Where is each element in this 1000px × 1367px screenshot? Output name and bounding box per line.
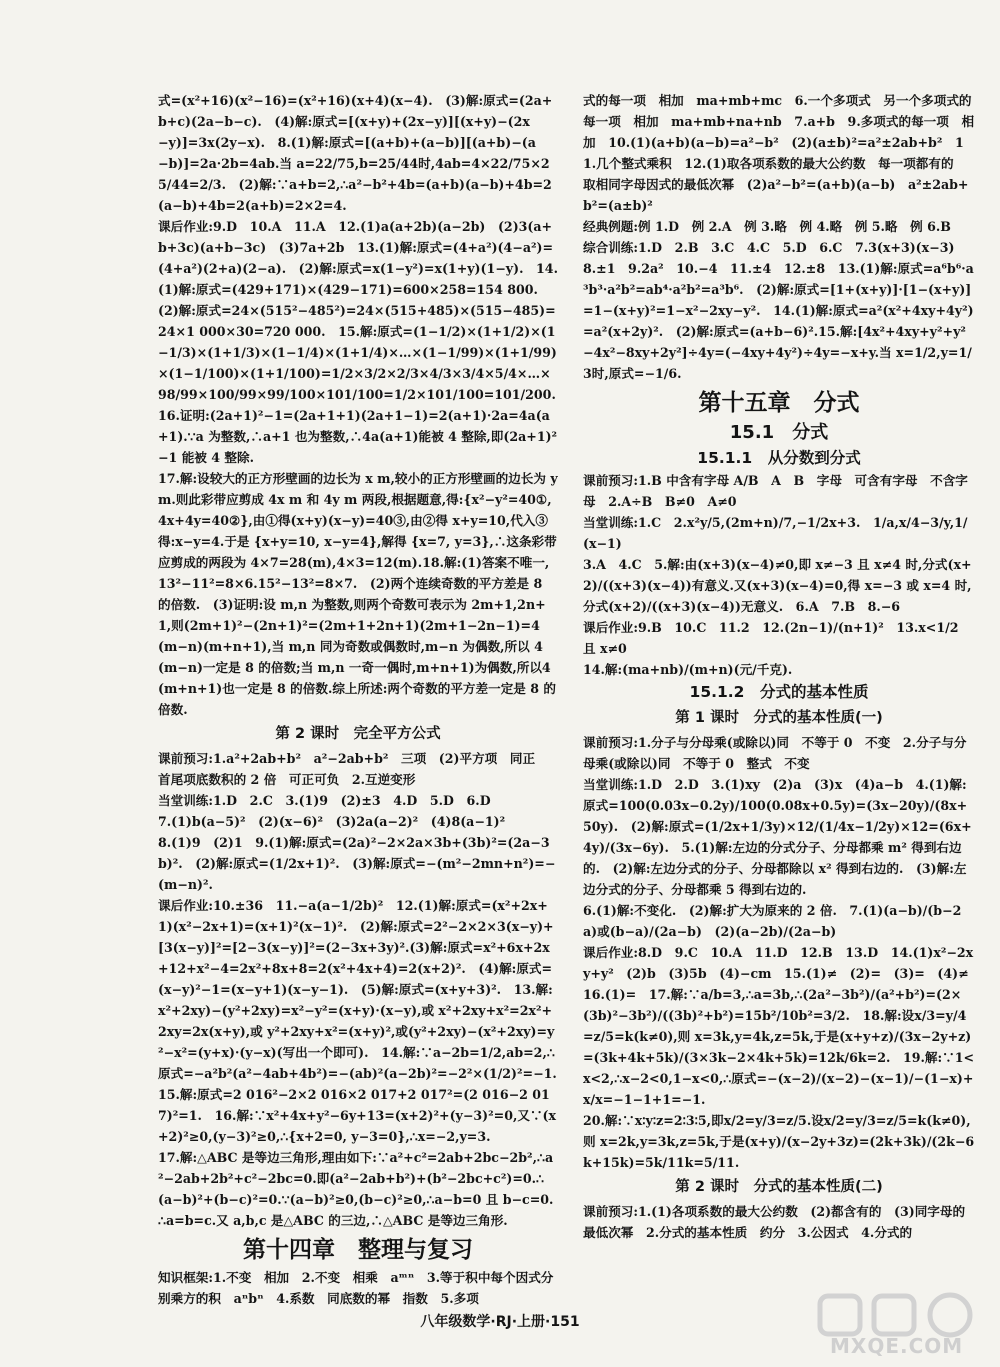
left-column	[158, 90, 570, 1309]
subsection-heading: 15.1.1 从分数到分式	[697, 449, 861, 467]
answer-paragraph: 综合训练:1.D 2.B 3.C 4.C 5.D 6.C 7.3(x+3)(x−3) 8.±1 9.2a² 10.−4 11.±4 12.±8 13.(1)解:原式=a⁶b⁶·a³b³·a²b²=ab⁴·a²b²=a³b⁶. (2)解:原式=[1+(x+y)]·[1−(x+y)]=1−(x+y)²=1−x²−2xy−y². 14.(1)解:原式=a²(x²+4xy+4y²)=a²(x+2y)². (2)解:原式=(a+b−6)².15.解:[4x²+4xy+y²+y²−4x²−8xy+2y²]÷4y=(−4xy+4y²)÷4y=−x+y.当 x=1/2,y=1/3时,原式=−1/6.	[583, 240, 974, 381]
answer-paragraph: 课前预习:1.B 中含有字母 A/B A B 字母 可含有字母 不含字母 2.A÷B B≠0 A≠0	[583, 473, 968, 509]
answer-paragraph: 课后作业:8.D 9.C 10.A 11.D 12.B 13.D 14.(1)x²−2xy+y² (2)b (3)5b (4)−cm 15.(1)≠ (2)= (3)= (4)≠ 16.(1)= 17.解:∵a/b=3,∴a=3b,∴(2a²−3b²)/(a²+b²)=(2×(3b)²−3b²)/((3b)²+b²)=15b²/10b²=3/2. 18.解:设x/3=y/4=z/5=k(k≠0),则 x=3k,y=4k,z=5k,于是(x+y+z)/(3x−2y+z)=(3k+4k+5k)/(3×3k−2×4k+5k)=12k/6k=2. 19.解:∵1<x<2,∴x−2<0,1−x<0,∴原式=−(x−2)/(x−2)−(x−1)/−(1−x)+x/x=−1−1+1=−1.	[583, 945, 982, 1107]
answer-paragraph: 课后作业:9.D 10.A 11.A 12.(1)a(a+2b)(a−2b) (2)3(a+b+3c)(a+b−3c) (3)7a+2b 13.(1)解:原式=(4+a²)(4−a²)=(4+a²)(2+a)(2−a). (2)解:原式=x(1−y²)=x(1+y)(1−y). 14.(1)解:原式=(429+171)×(429−171)=600×258=154 800. (2)解:原式=24×(515²−485²)=24×(515+485)×(515−485)=24×1 000×30=720 000. 15.解:原式=(1−1/2)×(1+1/2)×(1−1/3)×(1+1/3)×(1−1/4)×(1+1/4)×…×(1−1/99)×(1+1/99)×(1−1/100)×(1+1/100)=1/2×3/2×2/3×4/3×3/4×5/4×…×98/99×100/99×99/100×101/100=1/2×101/100=101/200. 16.证明:(2a+1)²−1=(2a+1+1)(2a+1−1)=2(a+1)·2a=4a(a+1).∵a 为整数,∴a+1 也为整数,∴4a(a+1)能被 4 整除,即(2a+1)²−1 能被 4 整除.	[158, 219, 569, 465]
lesson-heading: 第 2 课时 完全平方公式	[275, 726, 441, 742]
section-heading: 15.1 分式	[729, 422, 829, 443]
answer-paragraph: 17.解:△ABC 是等边三角形,理由如下:∵a²+c²=2ab+2bc−2b²,∴a²−2ab+2b²+c²−2bc=0.即(a²−2ab+b²)+(b²−2bc+c²)=0.∴(a−b)²+(b−c)²=0.∵(a−b)²≥0,(b−c)²≥0,∴a−b=0 且 b−c=0.∴a=b=c.又 a,b,c 是△ABC 的三边,∴△ABC 是等边三角形.	[158, 1150, 554, 1228]
answer-paragraph: 7.(1)b(a−5)² (2)(x−6)² (3)2a(a−2)² (4)8(a−1)²	[158, 814, 506, 829]
watermark	[812, 1290, 987, 1362]
answer-paragraph: 经典例题:例 1.D 例 2.A 例 3.略 例 4.略 例 5.略 例 6.B	[583, 219, 951, 234]
answer-paragraph: 课前预习:1.分子与分母乘(或除以)同 不等于 0 不变 2.分子与分母乘(或除以)同 不等于 0 整式 不变	[583, 735, 967, 771]
answer-paragraph: 课后作业:10.±36 11.−a(a−1/2b)² 12.(1)解:原式=(x²+2x+1)(x²−2x+1)=(x+1)²(x−1)². (2)解:原式=2²−2×2×3(x−y)+[3(x−y)]²=[2−3(x−y)]²=(2−3x+3y)².(3)解:原式=x²+6x+2x+12+x²−4=2x²+8x+8=2(x²+4x+4)=2(x+2)². (4)解:原式=(x−y)²−1=(x−y+1)(x−y−1). (5)解:原式=(x+y+3)². 13.解:x²+2xy)−(y²+2xy)=x²−y²=(x+y)·(x−y),或 x²+2xy+x²=2x²+2xy=2x(x+y),或 y²+2xy+x²=(x+y)²,或(y²+2xy)−(x²+2xy)=y²−x²=(y+x)·(y−x)(写出一个即可). 14.解:∵a−2b=1/2,ab=2,∴原式=−a²b²(a²−4ab+4b²)=−(ab)²(a−2b)²=−2²×(1/2)²=−1. 15.解:原式=2 016²−2×2 016×2 017+2 017²=(2 016−2 017)²=1. 16.解:∵x²+4x+y²−6y+13=(x+2)²+(y−3)²=0,又∵(x+2)²≥0,(y−3)²≥0,∴{x+2=0, y−3=0},∴x=−2,y=3.	[158, 898, 570, 1144]
answer-paragraph: 式=(x²+16)(x²−16)=(x²+16)(x+4)(x−4). (3)解:原式=(2a+b+c)(2a−b−c). (4)解:原式=[(x+y)+(2x−y)][(x+y)−(2x−y)]=3x(2y−x). 8.(1)解:原式=[(a+b)+(a−b)][(a+b)−(a−b)]=2a·2b=4ab.当 a=22/75,b=25/44时,4ab=4×22/75×25/44=2/3. (2)解:∵a+b=2,∴a²−b²+4b=(a+b)(a−b)+4b=2(a−b)+4b=2(a+b)=2×2=4.	[158, 93, 553, 213]
answer-paragraph: 知识框架:1.不变 相加 2.不变 相乘 aᵐⁿ 3.等于积中每个因式分别乘方的积 aⁿbⁿ 4.系数 同底数的幂 指数 5.多项	[158, 1270, 554, 1306]
answer-paragraph: 14.解:(ma+nb)/(m+n)(元/千克).	[583, 662, 793, 677]
answer-paragraph: 当堂训练:1.C 2.x²y/5,(2m+n)/7,−1/2x+3. 1/a,x/4−3/y,1/(x−1)	[583, 515, 968, 551]
chapter-heading: 第十四章 整理与复习	[243, 1237, 473, 1263]
answer-paragraph: 8.(1)9 (2)1 9.(1)解:原式=(2a)²−2×2a×3b+(3b)²=(2a−3b)². (2)解:原式=(1/2x+1)². (3)解:原式=−(m²−2mn+n²)=−(m−n)².	[158, 835, 556, 892]
lesson-heading: 第 1 课时 分式的基本性质(一)	[675, 710, 883, 726]
right-column	[583, 90, 982, 1243]
answer-paragraph: 课前预习:1.(1)各项系数的最大公约数 (2)都含有的 (3)同字母的最低次幂 2.分式的基本性质 约分 3.公因式 4.分式的	[583, 1204, 966, 1240]
answer-paragraph: 20.解:∵x∶y∶z=2∶3∶5,即x/2=y/3=z/5.设x/2=y/3=z/5=k(k≠0),则 x=2k,y=3k,z=5k,于是(x+y)/(x−2y+3z)=(2k+3k)/(2k−6k+15k)=5k/11k=5/11.	[583, 1113, 975, 1170]
answer-paragraph: 3.A 4.C 5.解:由(x+3)(x−4)≠0,即 x≠−3 且 x≠4 时,分式(x+2)/((x+3)(x−4))有意义.又(x+3)(x−4)=0,得 x=−3 或 x=4 时,分式(x+2)/((x+3)(x−4))无意义. 6.A 7.B 8.−6	[583, 557, 972, 614]
answer-paragraph: 当堂训练:1.D 2.C 3.(1)9 (2)±3 4.D 5.D 6.D	[158, 793, 491, 808]
answer-paragraph: 17.解:设较大的正方形壁画的边长为 x m,较小的正方形壁画的边长为 y m.则此彩带应剪成 4x m 和 4y m 两段,根据题意,得:{x²−y²=40①, 4x+4y=40②},由①得(x+y)(x−y)=40③,由②得 x+y=10,代入③得:x−y=4.于是 {x+y=10, x−y=4},解得 {x=7, y=3},∴这条彩带应剪成的两段为 4×7=28(m),4×3=12(m).18.解:(1)答案不唯一,13²−11²=8×6.15²−13²=8×7. (2)两个连续奇数的平方差是 8 的倍数. (3)证明:设 m,n 为整数,则两个奇数可表示为 2m+1,2n+1,则(2m+1)²−(2n+1)²=(2m+1+2n+1)(2m+1−2n−1)=4(m−n)(m+n+1),当 m,n 同为奇数或偶数时,m−n 为偶数,所以 4(m−n)一定是 8 的倍数;当 m,n 一奇一偶时,m+n+1)为偶数,所以4(m+n+1)也一定是 8 的倍数.综上所述:两个奇数的平方差一定是 8 的倍数.	[158, 471, 563, 717]
chapter-heading: 第十五章 分式	[698, 390, 860, 416]
watermark-logo-icon	[812, 1290, 987, 1340]
watermark-url: MXQE.COM	[830, 1334, 964, 1358]
answer-paragraph: 式的每一项 相加 ma+mb+mc 6.一个多项式 另一个多项式的每一项 相加 ma+mb+na+nb 7.a+b 9.多项式的每一项 相加 10.(1)(a+b)(a−b)=a²−b² (2)(a±b)²=a²±2ab+b² 11.几个整式乘积 12.(1)取各项系数的最大公约数 每一项都有的 取相同字母因式的最低次幂 (2)a²−b²=(a+b)(a−b) a²±2ab+b²=(a±b)²	[583, 93, 975, 213]
subsection-heading: 15.1.2 分式的基本性质	[689, 683, 869, 701]
answer-paragraph: 6.(1)解:不变化. (2)解:扩大为原来的 2 倍. 7.(1)(a−b)/(b−2a)或(b−a)/(2a−b) (2)(a−2b)/(2a−b)	[583, 903, 962, 939]
answer-paragraph: 课后作业:9.B 10.C 11.2 12.(2n−1)/(n+1)² 13.x<1/2 且 x≠0	[583, 620, 963, 656]
lesson-heading: 第 2 课时 分式的基本性质(二)	[675, 1179, 883, 1195]
page-footer: 八年级数学·RJ·上册·151	[420, 1314, 580, 1330]
answer-paragraph: 当堂训练:1.D 2.D 3.(1)xy (2)a (3)x (4)a−b 4.(1)解:原式=100(0.03x−0.2y)/100(0.08x+0.5y)=(3x−20y)/(8x+50y). (2)解:原式=(1/2x+1/3y)×12/(1/4x−1/2y)×12=(6x+4y)/(3x−6y). 5.(1)解:左边的分式分子、分母都乘 m² 得到右边的. (2)解:左边分式的分子、分母都除以 x² 得到右边的. (3)解:左边分式的分子、分母都乘 5 得到右边的.	[583, 777, 972, 897]
answer-paragraph: 课前预习:1.a²+2ab+b² a²−2ab+b² 三项 (2)平方项 同正 首尾项底数积的 2 倍 可正可负 2.互逆变形	[158, 751, 548, 787]
